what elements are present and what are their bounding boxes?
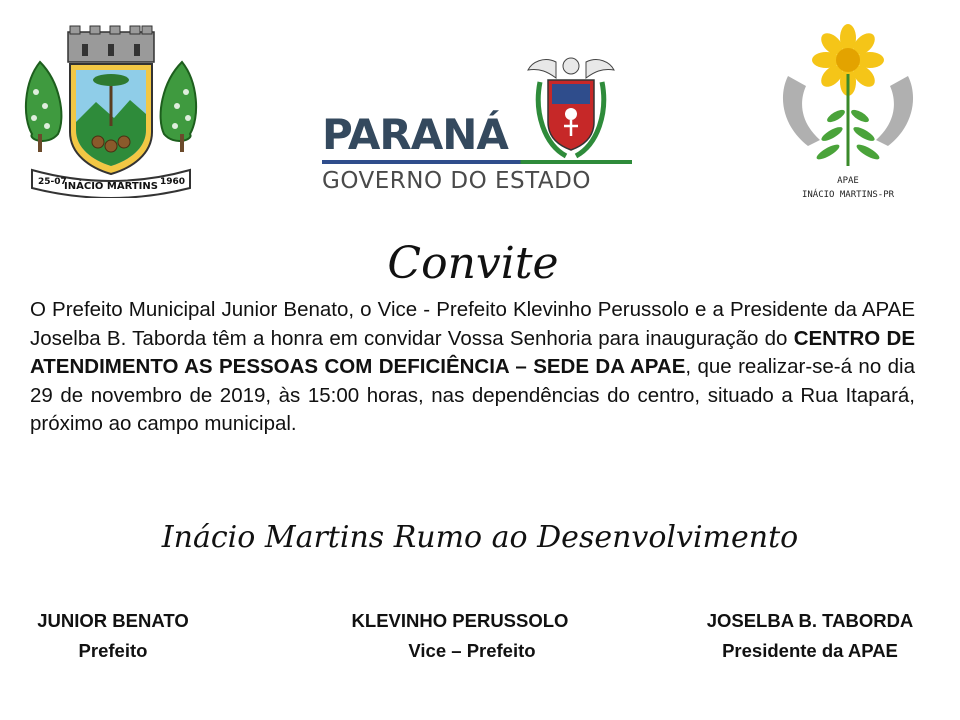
body-details: , que realizar-se-á no dia 29 de novembro de 2019, às 15:00 horas, nas dependências do centro, situado a Rua Itapará, próximo ao campo municipal. bbox=[30, 355, 916, 435]
banner-date: 25-07 bbox=[38, 177, 67, 187]
body-highlight: CENTRO DE ATENDIMENTO AS PESSOAS COM DEFICIÊNCIA – SEDE DA APAE bbox=[30, 326, 915, 378]
apae-name: APAE bbox=[837, 176, 859, 186]
signature-mayor bbox=[28, 606, 198, 666]
apae-sunflower-hands-icon bbox=[768, 16, 928, 176]
parana-divider bbox=[322, 160, 632, 164]
slogan: Inácio Martins Rumo ao Desenvolvimento bbox=[161, 520, 799, 555]
castle-crown-icon bbox=[68, 26, 154, 62]
parana-government-logo bbox=[316, 52, 636, 202]
apae-location: INÁCIO MARTINS-PR bbox=[801, 190, 895, 200]
invitation-body bbox=[30, 296, 915, 439]
municipal-coat-of-arms bbox=[18, 22, 204, 198]
apae-logo bbox=[768, 16, 928, 206]
signature-role: Prefeito bbox=[78, 640, 148, 661]
parana-title: PARANÁ bbox=[322, 110, 508, 159]
pine-tree-left-icon bbox=[26, 62, 62, 152]
municipal-crest-icon bbox=[18, 22, 204, 198]
signature-role: Vice – Prefeito bbox=[408, 640, 536, 661]
signature-role: Presidente da APAE bbox=[722, 640, 898, 661]
pine-tree-right-icon bbox=[161, 62, 197, 152]
signature-name: JOSELBA B. TABORDA bbox=[706, 610, 914, 631]
body-intro: O Prefeito Municipal Junior Benato, o Vice - Prefeito Klevinho Perussolo e a Presidente da APAE Joselba B. Taborda têm a honra em convidar Vossa Senhoria para inauguração do bbox=[30, 298, 915, 350]
banner-year: 1960 bbox=[160, 177, 186, 187]
signature-apae-president bbox=[700, 606, 920, 666]
parana-subtitle: GOVERNO DO ESTADO bbox=[322, 168, 591, 194]
signature-name: KLEVINHO PERUSSOLO bbox=[351, 610, 569, 631]
invitation-title: Convite bbox=[387, 238, 559, 289]
signature-name: JUNIOR BENATO bbox=[37, 610, 189, 631]
shield-icon bbox=[70, 64, 152, 174]
signature-vice-mayor bbox=[340, 606, 580, 666]
banner-city: INÁCIO MARTINS bbox=[64, 181, 158, 192]
